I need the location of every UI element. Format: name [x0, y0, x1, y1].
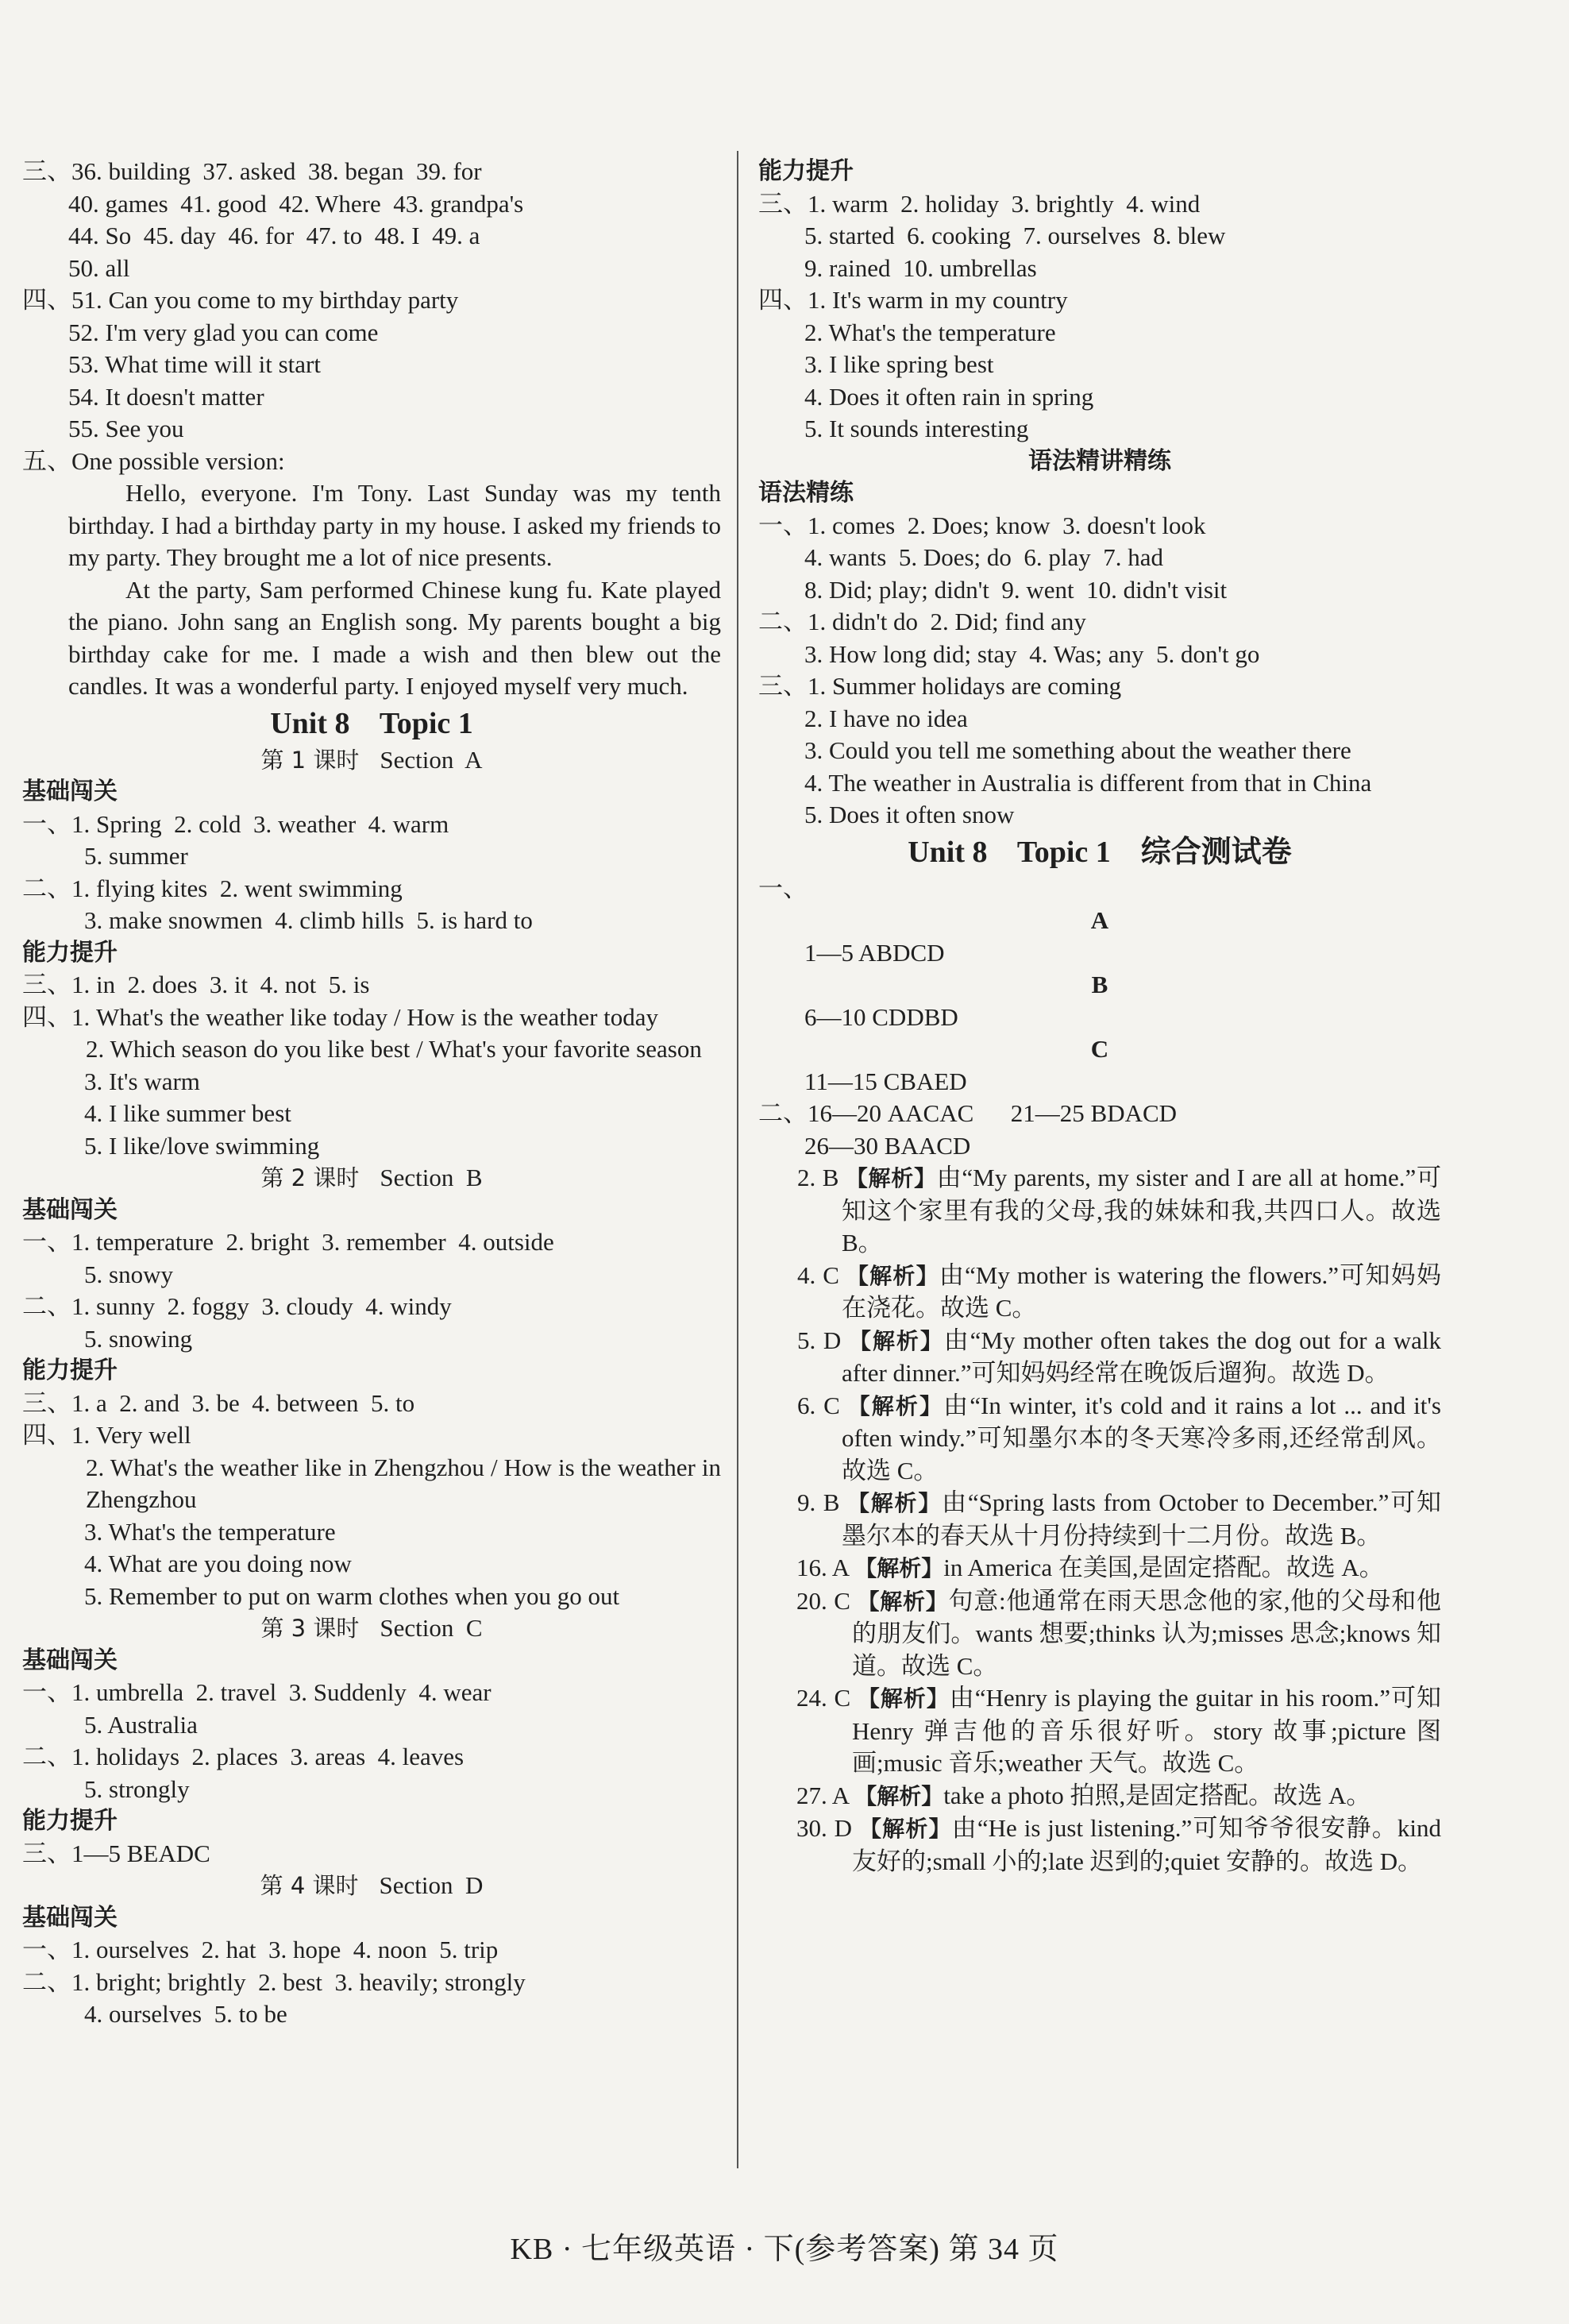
answer-line: 3. make snowmen 4. climb hills 5. is hard to: [84, 906, 533, 934]
analysis-text: 由“Spring lasts from October to December.”可知墨尔本的春天从十月份持续到十二月份。故选 B。: [842, 1488, 1441, 1550]
analysis-tag: 【解析】: [846, 1490, 943, 1516]
answer-line: 5. Australia: [84, 1710, 198, 1739]
answer-line: 一、1. comes 2. Does; know 3. doesn't look: [758, 511, 1206, 539]
analysis-item: [758, 1780, 1441, 1813]
answer-line: 6—10 CDDBD: [804, 1002, 958, 1031]
answer-line: 一、1. ourselves 2. hat 3. hope 4. noon 5. trip: [22, 1936, 499, 1963]
answer-line: 二、1. holidays 2. places 3. areas 4. leaves: [22, 1743, 465, 1770]
answer-line: 3. Could you tell me something about the weather there: [804, 736, 1351, 764]
lesson-section: Section C: [380, 1614, 483, 1642]
section-heading: 能力提升: [22, 1357, 118, 1384]
answer-line: 一、1. umbrella 2. travel 3. Suddenly 4. wear: [22, 1678, 492, 1706]
analysis-tag: 【解析】: [857, 1588, 949, 1615]
answer-line: B: [1091, 971, 1108, 998]
analysis-text: 由“My mother often takes the dog out for a walk after dinner.”可知妈妈经常在晚饭后遛狗。故选 D。: [842, 1326, 1441, 1387]
answer-line: 3. How long did; stay 4. Was; any 5. don't go: [804, 639, 1260, 668]
answer-line: 4. wants 5. Does; do 6. play 7. had: [804, 543, 1164, 571]
answer-line: 一、1. temperature 2. bright 3. remember 4. outside: [22, 1228, 554, 1256]
answer-line: 一、1. Spring 2. cold 3. weather 4. warm: [22, 809, 449, 838]
answer-line: 2. Which season do you like best / What's your favorite season: [86, 1035, 702, 1063]
answer-line: 三、1. a 2. and 3. be 4. between 5. to: [22, 1388, 415, 1417]
answer-line: 26—30 BAACD: [804, 1131, 971, 1160]
analysis-item: [758, 1585, 1441, 1683]
answer-line: 三、1. Summer holidays are coming: [758, 672, 1122, 700]
answer-line: 40. games 41. good 42. Where 43. grandpa's: [68, 189, 524, 218]
analysis-tag: 【解析】: [849, 1327, 944, 1354]
lesson-number: 第 4 课时: [260, 1872, 359, 1899]
answer-line: 三、1. warm 2. holiday 3. brightly 4. wind: [758, 189, 1201, 218]
answer-line: 3. I like spring best: [804, 350, 994, 378]
analysis-text: 由“He is just listening.”可知爷爷很安静。kind 友好的;small 小的;late 迟到的;quiet 安静的。故选 D。: [852, 1814, 1441, 1875]
answer-line: 2. What's the weather like in Zhengzhou / How is the weather in Zhengzhou: [86, 1453, 721, 1513]
answer-line: 二、16—20 AACAC 21—25 BDACD: [758, 1099, 1178, 1127]
section-heading: 语法精练: [758, 479, 854, 507]
lesson-section: Section A: [380, 745, 483, 774]
lesson-section: Section D: [379, 1871, 484, 1899]
answer-line: 四、51. Can you come to my birthday party: [22, 286, 459, 314]
answer-line: 8. Did; play; didn't 9. went 10. didn't visit: [804, 575, 1228, 604]
analysis-item: [758, 1487, 1441, 1552]
analysis-tag: 【解析】: [854, 1782, 944, 1809]
section-heading: 能力提升: [758, 157, 854, 185]
answer-line: 四、1. Very well: [22, 1421, 191, 1449]
answer-line: 5. snowy: [84, 1260, 173, 1288]
answer-line: At the party, Sam performed Chinese kung fu. Kate played the piano. John sang an English song. My parents bought a big birthday cake for me. I made a wish and then blew out the candles. It was a wonderful party. I enjoyed myself very much.: [68, 575, 721, 700]
lesson-heading: [22, 1162, 721, 1195]
answer-line: 5. Remember to put on warm clothes when you go out: [84, 1581, 620, 1610]
question-answer: 6. C: [797, 1391, 848, 1419]
lesson-section: Section B: [380, 1164, 483, 1191]
column-divider: [737, 151, 738, 2168]
analysis-text: 句意:他通常在雨天思念他的家,他的父母和他的朋友们。wants 想要;thinks 认为;misses 思念;knows 知道。故选 C。: [852, 1586, 1441, 1680]
answer-line: 5. Does it often snow: [804, 801, 1015, 828]
analysis-tag: 【解析】: [846, 1262, 939, 1289]
answer-line: 55. See you: [68, 415, 184, 442]
section-heading: 基础闯关: [22, 1646, 118, 1674]
answer-line: 5. It sounds interesting: [804, 415, 1029, 442]
analysis-item: [758, 1325, 1441, 1390]
section-heading: 语法精讲精练: [1028, 446, 1171, 475]
answer-line: 4. What are you doing now: [84, 1550, 352, 1577]
question-answer: 16. A: [796, 1554, 855, 1581]
section-heading: 基础闯关: [22, 778, 118, 805]
answer-line: 4. Does it often rain in spring: [804, 382, 1094, 411]
question-answer: 27. A: [796, 1781, 855, 1809]
analysis-text: 由“My mother is watering the flowers.”可知妈妈在浇花。故选 C。: [842, 1260, 1441, 1322]
answer-line: 四、1. It's warm in my country: [758, 286, 1068, 314]
analysis-item: [758, 1390, 1441, 1488]
analysis-item: [758, 1552, 1441, 1585]
analysis-tag: 【解析】: [854, 1555, 944, 1581]
question-answer: 5. D: [797, 1326, 850, 1354]
lesson-number: 第 2 课时: [260, 1164, 360, 1191]
lesson-heading: [22, 1870, 721, 1902]
answer-line: 5. I like/love swimming: [84, 1131, 320, 1160]
answer-line: 二、1. flying kites 2. went swimming: [22, 874, 403, 902]
analysis-text: 由“In winter, it's cold and it rains a lot ... and it's often windy.”可知墨尔本的冬天寒冷多雨,还经常刮风。故选 C。: [842, 1391, 1441, 1484]
answer-line: 一、: [758, 874, 808, 902]
answer-line: 5. strongly: [84, 1774, 190, 1803]
answer-line: 44. So 45. day 46. for 47. to 48. I 49. a: [68, 222, 480, 249]
lesson-heading: [22, 1612, 721, 1645]
answer-line: 三、36. building 37. asked 38. began 39. for: [22, 157, 482, 185]
lesson-number: 第 1 课时: [260, 746, 360, 774]
answer-line: 5. started 6. cooking 7. ourselves 8. blew: [804, 222, 1226, 249]
analysis-text: take a photo 拍照,是固定搭配。故选 A。: [943, 1781, 1371, 1809]
answer-line: 三、1. in 2. does 3. it 4. not 5. is: [22, 971, 370, 998]
analysis-tag: 【解析】: [847, 1392, 944, 1419]
answer-line: 9. rained 10. umbrellas: [804, 253, 1037, 282]
answer-line: 三、1—5 BEADC: [22, 1839, 210, 1867]
unit-title: Unit 8 Topic 1: [270, 706, 473, 740]
answer-line: A: [1090, 906, 1109, 934]
answer-line: 4. ourselves 5. to be: [84, 2000, 287, 2028]
analysis-tag: 【解析】: [857, 1685, 950, 1712]
question-answer: 30. D: [796, 1814, 859, 1842]
page-footer: KB · 七年级英语 · 下(参考答案) 第 34 页: [510, 2233, 1059, 2266]
answer-line: 1—5 ABDCD: [804, 938, 945, 967]
answer-line: 二、1. bright; brightly 2. best 3. heavily; strongly: [22, 1967, 526, 1996]
analysis-item: [758, 1682, 1441, 1780]
unit-title: Unit 8 Topic 1 综合测试卷: [908, 835, 1292, 869]
left-column: [22, 156, 721, 2031]
answer-line: 2. What's the temperature: [804, 318, 1056, 346]
lesson-heading: [22, 744, 721, 777]
analysis-item: [758, 1812, 1441, 1878]
analysis-text: in America 在美国,是固定搭配。故选 A。: [943, 1554, 1384, 1581]
answer-line: 50. all: [68, 253, 130, 282]
section-heading: 基础闯关: [22, 1195, 118, 1224]
answer-line: 3. It's warm: [84, 1067, 200, 1095]
lesson-number: 第 3 课时: [260, 1615, 360, 1642]
answer-line: 52. I'm very glad you can come: [68, 318, 379, 346]
analysis-text: 由“Henry is playing the guitar in his room.”可知 Henry 弹吉他的音乐很好听。story 故事;picture 图画;music 音乐;weather 天气。故选 C。: [852, 1684, 1441, 1777]
answer-line: 53. What time will it start: [68, 350, 321, 378]
answer-line: 二、1. sunny 2. foggy 3. cloudy 4. windy: [22, 1292, 452, 1320]
question-answer: 20. C: [796, 1586, 858, 1615]
answer-line: 2. I have no idea: [804, 704, 968, 732]
question-answer: 24. C: [796, 1684, 858, 1712]
answer-line: 四、1. What's the weather like today / How is the weather today: [22, 1002, 659, 1031]
answer-line: 二、1. didn't do 2. Did; find any: [758, 608, 1086, 635]
answer-line: 54. It doesn't matter: [68, 382, 264, 411]
section-heading: 能力提升: [22, 938, 118, 967]
question-answer: 2. B: [797, 1164, 846, 1191]
analysis-item: [758, 1162, 1441, 1260]
answer-line: 5. summer: [84, 842, 188, 870]
analysis-tag: 【解析】: [859, 1816, 952, 1842]
answer-line: 4. I like summer best: [84, 1099, 291, 1127]
right-column: [758, 156, 1441, 1878]
question-answer: 4. C: [797, 1260, 846, 1289]
answer-line: Hello, everyone. I'm Tony. Last Sunday was my tenth birthday. I had a birthday party in my house. I asked my friends to my party. They brought me a lot of nice presents.: [68, 479, 721, 571]
analysis-text: 由“My parents, my sister and I are all at home.”可知这个家里有我的父母,我的妹妹和我,共四口人。故选 B。: [842, 1164, 1441, 1257]
answer-line: 5. snowing: [84, 1324, 193, 1353]
section-heading: 能力提升: [22, 1807, 118, 1835]
section-heading: 基础闯关: [22, 1903, 118, 1932]
analysis-tag: 【解析】: [845, 1165, 937, 1191]
answer-line: 4. The weather in Australia is different from that in China: [804, 768, 1372, 797]
answer-line: 五、One possible version:: [22, 446, 285, 475]
analysis-item: [758, 1260, 1441, 1325]
question-answer: 9. B: [797, 1488, 847, 1516]
answer-line: 11—15 CBAED: [804, 1067, 967, 1095]
answer-line: C: [1090, 1035, 1109, 1063]
answer-line: 3. What's the temperature: [84, 1517, 336, 1546]
